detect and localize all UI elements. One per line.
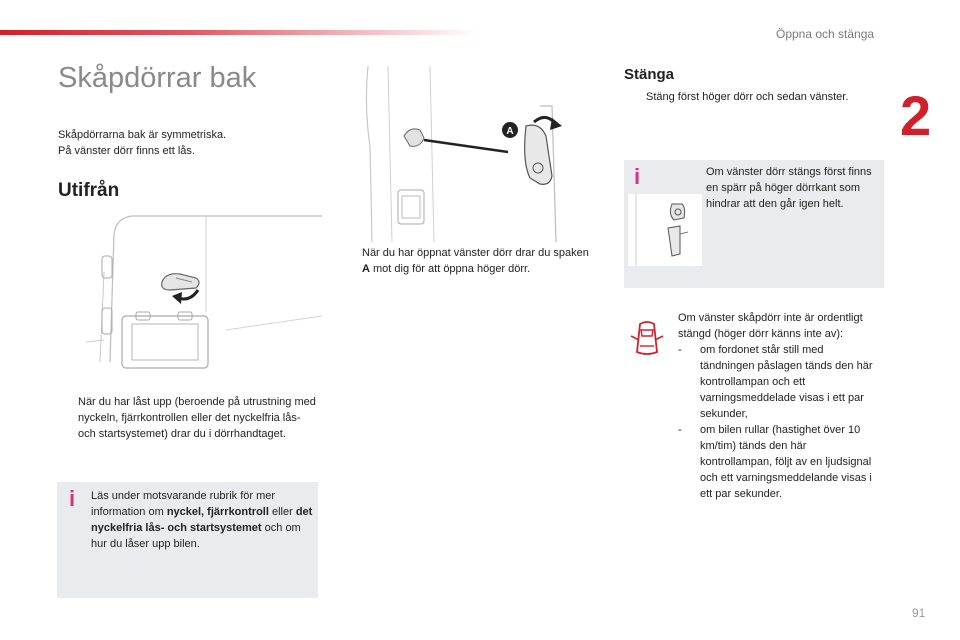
warning-item-text: om fordonet står still med tändningen påslagen tänds den här kontrollampan och ett varningsmeddelade visas i ett par sekunder, <box>700 344 873 420</box>
door-open-warning-icon <box>630 318 664 358</box>
warning-text <box>678 310 878 502</box>
header-accent-line <box>0 30 480 35</box>
info-text-part: Läs under motsvarande rubrik för mer information om <box>91 490 276 518</box>
callout-label: A <box>506 126 514 137</box>
list-item <box>342 245 598 277</box>
latch-illustration <box>628 194 702 266</box>
warning-item-text: om bilen rullar (hastighet över 10 km/tim) tänds den här kontrollampan, följt av en ljudsignal och ett varningsmeddelande visas i ett par sekunder. <box>700 424 872 500</box>
info-text-bold: det nyckelfria lås- och startsystemet <box>91 506 313 534</box>
dash-marker: - <box>678 424 682 436</box>
info-text-part: och om hur du låser upp bilen. <box>91 522 301 550</box>
info-text-bold: nyckel, fjärrkontroll <box>166 506 269 518</box>
bullet-text <box>342 245 598 277</box>
info-icon: i <box>634 164 641 189</box>
chapter-number: 2 <box>900 84 932 147</box>
bullet-text-bold: A <box>362 263 370 275</box>
info-box <box>57 482 318 598</box>
info-icon: i <box>69 486 76 511</box>
info-text <box>91 488 313 552</box>
warning-intro: Om vänster skåpdörr inte är ordentligt stängd (höger dörr känns inte av): <box>678 312 863 340</box>
info-text-part: eller <box>268 506 296 518</box>
list-item <box>58 394 320 442</box>
lever-a-illustration <box>340 66 580 242</box>
intro-text <box>58 127 226 159</box>
list-item <box>626 89 886 105</box>
bullet-text: När du har låst upp (beroende på utrustning med nyckeln, fjärrkontrollen eller det nyckelfria lås- och startsystemet) drar du i dörrhandtaget. <box>78 396 316 440</box>
bullet-text: Stäng först höger dörr och sedan vänster. <box>646 91 849 103</box>
bullet-text-part: När du har öppnat vänster dörr drar du spaken <box>362 247 589 259</box>
door-handle-illustration <box>86 212 322 372</box>
section-title: Öppna och stänga <box>776 27 875 41</box>
dash-marker: - <box>678 344 682 356</box>
intro-line: På vänster dörr finns ett lås. <box>58 145 195 157</box>
page-number: 91 <box>912 606 926 620</box>
heading-stanga: Stänga <box>624 66 675 83</box>
heading-utifran: Utifrån <box>58 180 120 201</box>
page-title: Skåpdörrar bak <box>58 62 257 94</box>
list-item <box>678 342 878 422</box>
info-text: Om vänster dörr stängs först finns en spärr på höger dörrkant som hindrar att den går igen helt. <box>706 166 872 210</box>
bullet-text-part: mot dig för att öppna höger dörr. <box>369 263 531 275</box>
info-box <box>624 160 884 288</box>
intro-line: Skåpdörrarna bak är symmetriska. <box>58 129 227 141</box>
list-item <box>678 422 878 502</box>
